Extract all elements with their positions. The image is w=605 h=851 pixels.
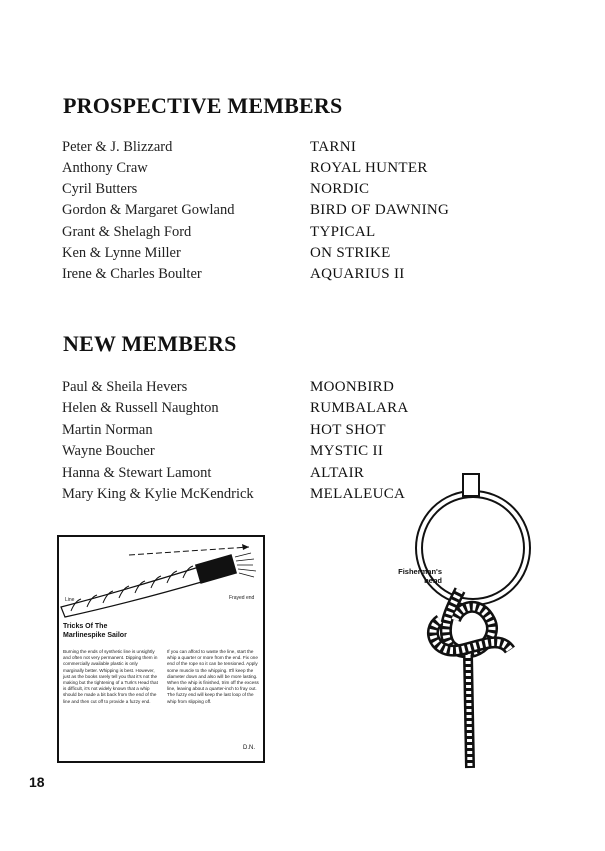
tension-arrow-icon [129,544,249,555]
boat-name: TYPICAL [310,224,376,240]
line-label: Line [65,597,75,603]
member-name: Irene & Charles Boulter [62,266,202,282]
list-item [0,224,605,245]
frayed-end-label: Frayed end [229,595,255,601]
list-item [0,400,605,421]
list-item [0,160,605,181]
prospective-members-heading: PROSPECTIVE MEMBERS [63,93,343,118]
boat-name: ROYAL HUNTER [310,160,428,176]
boat-name: ON STRIKE [310,245,391,261]
knot-rope-icon [433,590,510,768]
list-item [0,245,605,266]
member-name: Helen & Russell Naughton [62,400,219,416]
fishermans-bend-label [392,567,442,585]
fishermans-bend-knot-illustration [380,470,540,770]
whipping-tip-clipping [57,535,265,763]
member-name: Ken & Lynne Miller [62,245,181,261]
list-item [0,422,605,443]
rope-whipping-illustration [59,537,263,622]
member-name: Paul & Sheila Hevers [62,379,188,395]
boat-name: RUMBALARA [310,400,409,416]
boat-name: HOT SHOT [310,422,386,438]
member-name: Peter & J. Blizzard [62,139,173,155]
new-members-heading: NEW MEMBERS [63,331,237,356]
clipping-title-line2: Marlinespike Sailor [63,631,127,639]
clipping-title [63,623,163,641]
rope-icon [61,553,256,617]
list-item [0,181,605,202]
member-name: Hanna & Stewart Lamont [62,465,212,481]
member-name: Grant & Shelagh Ford [62,224,192,240]
member-name: Anthony Craw [62,160,148,176]
page-number: 18 [29,774,45,790]
member-name: Wayne Boucher [62,443,155,459]
member-name: Martin Norman [62,422,153,438]
boat-name: MELALEUCA [310,486,406,502]
member-name: Gordon & Margaret Gowland [62,202,235,218]
boat-name: AQUARIUS II [310,266,405,282]
boat-name: NORDIC [310,181,370,197]
boat-name: BIRD OF DAWNING [310,202,450,218]
boat-name: MYSTIC II [310,443,384,459]
clipping-signoff: D.N. [243,745,255,751]
knot-label-line1: Fisherman's [398,567,442,576]
boat-name: ALTAIR [310,465,365,481]
clipping-column-2: If you can afford to waste the line, start the whip a quarter or more from the end. Fix one end of the rope so it can be tensioned. Apply some muscle to the whipping. It'll keep the diameter down and also will be more lasting. When the whip is finished, trim off the excess line, leaving about a quarter-inch to fray out. The fuzzy end will keep the last loop of the whip from slipping off. [167,649,259,704]
boat-name: MOONBIRD [310,379,395,395]
list-item [0,379,605,400]
member-name: Mary King & Kylie McKendrick [62,486,254,502]
list-item [0,443,605,464]
list-item [0,202,605,223]
boat-name: TARNI [310,139,357,155]
member-name: Cyril Butters [62,181,138,197]
knot-label-line2: bend [424,576,442,585]
list-item [0,266,605,287]
list-item [0,139,605,160]
clipping-column-1: Burning the ends of synthetic line is unsightly and often not very permanent. Dipping them in commercially available plastic is only marginally better. Whipping is best. However, just as the books rarely tell you that it's not the making but the tightening of a Turk's Head that is difficult, it's not widely known that a whip should be made a bit back from the end of the line and then cut off to provide a fuzzy end. [63,649,158,704]
clipping-title-line1: Tricks Of The [63,623,108,630]
